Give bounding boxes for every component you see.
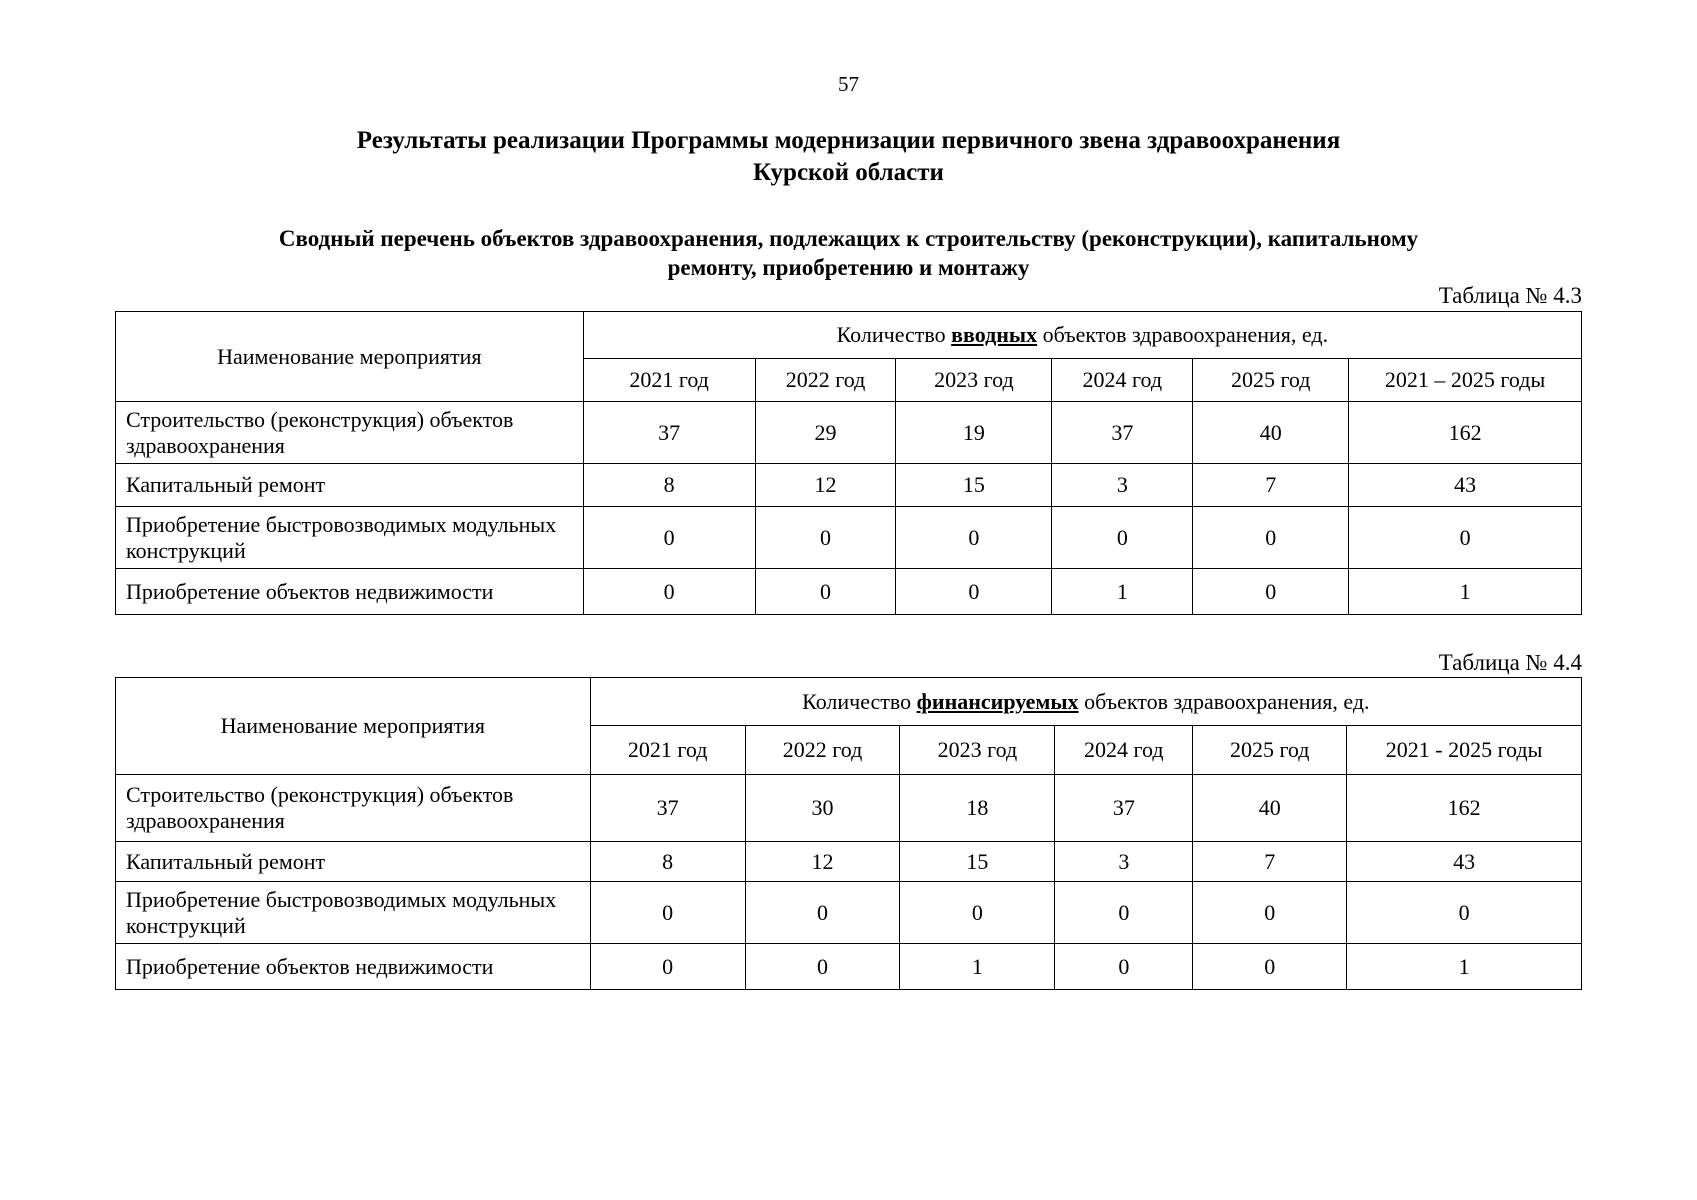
cell-value: 3 (1055, 842, 1193, 882)
year-header: 2024 год (1055, 726, 1193, 775)
cell-value: 43 (1347, 842, 1582, 882)
cell-value: 0 (1193, 882, 1347, 944)
year-header: 2025 год (1193, 726, 1347, 775)
cell-value: 18 (900, 775, 1055, 842)
cell-value: 0 (583, 569, 755, 615)
cell-value: 40 (1193, 402, 1349, 464)
cell-value: 0 (896, 569, 1052, 615)
cell-value: 12 (755, 464, 896, 507)
cell-value: 0 (1193, 507, 1349, 569)
group-header (590, 678, 1581, 726)
row-name: Капитальный ремонт (116, 842, 591, 882)
row-name: Строительство (реконструкция) объектов здравоохранения (116, 775, 591, 842)
table-row (116, 944, 1582, 990)
page-title (0, 125, 1697, 189)
subtitle-line-2: ремонту, приобретению и монтажу (667, 255, 1030, 280)
table-row (116, 569, 1582, 615)
table-row (116, 842, 1582, 882)
row-name: Приобретение объектов недвижимости (116, 944, 591, 990)
title-line-2: Курской области (753, 159, 944, 186)
cell-value: 0 (745, 882, 900, 944)
cell-value: 0 (896, 507, 1052, 569)
cell-value: 37 (583, 402, 755, 464)
cell-value: 1 (900, 944, 1055, 990)
cell-value: 0 (1349, 507, 1582, 569)
cell-value: 8 (590, 842, 745, 882)
row-name: Приобретение быстровозводимых модульных конструкций (116, 882, 591, 944)
cell-value: 19 (896, 402, 1052, 464)
cell-value: 162 (1347, 775, 1582, 842)
table-row (116, 775, 1582, 842)
cell-value: 40 (1193, 775, 1347, 842)
cell-value: 1 (1347, 944, 1582, 990)
table-row (116, 402, 1582, 464)
cell-value: 0 (590, 882, 745, 944)
column-header-name: Наименование мероприятия (116, 678, 591, 775)
cell-value: 0 (1055, 944, 1193, 990)
year-header: 2024 год (1052, 359, 1193, 402)
cell-value: 15 (896, 464, 1052, 507)
cell-value: 0 (755, 569, 896, 615)
year-header: 2023 год (900, 726, 1055, 775)
subtitle-line-1: Сводный перечень объектов здравоохранения, подлежащих к строительству (реконструкции), капитальному (278, 226, 1419, 251)
cell-value: 43 (1349, 464, 1582, 507)
group-header-post: объектов здравоохранения, ед. (1078, 688, 1370, 714)
cell-value: 0 (900, 882, 1055, 944)
table-4-4-caption: Таблица № 4.4 (1438, 650, 1582, 675)
row-name: Капитальный ремонт (116, 464, 584, 507)
year-header: 2021 год (583, 359, 755, 402)
year-header: 2025 год (1193, 359, 1349, 402)
cell-value: 37 (590, 775, 745, 842)
year-header: 2023 год (896, 359, 1052, 402)
cell-value: 1 (1349, 569, 1582, 615)
cell-value: 0 (583, 507, 755, 569)
row-name: Приобретение быстровозводимых модульных конструкций (116, 507, 584, 569)
table-4-3-caption: Таблица № 4.3 (1438, 283, 1582, 308)
table-row (116, 882, 1582, 944)
year-header: 2021 год (590, 726, 745, 775)
group-header-emphasis: вводных (951, 322, 1038, 347)
group-header-emphasis: финансируемых (916, 688, 1079, 714)
cell-value: 15 (900, 842, 1055, 882)
cell-value: 3 (1052, 464, 1193, 507)
group-header-post: объектов здравоохранения, ед. (1037, 322, 1329, 347)
cell-value: 0 (745, 944, 900, 990)
cell-value: 7 (1193, 464, 1349, 507)
row-name: Строительство (реконструкция) объектов здравоохранения (116, 402, 584, 464)
group-header (583, 312, 1581, 359)
cell-value: 37 (1055, 775, 1193, 842)
cell-value: 162 (1349, 402, 1582, 464)
page-number: 57 (838, 72, 859, 96)
cell-value: 12 (745, 842, 900, 882)
year-header: 2022 год (755, 359, 896, 402)
year-header: 2021 - 2025 годы (1347, 726, 1582, 775)
row-name: Приобретение объектов недвижимости (116, 569, 584, 615)
table-4-3 (115, 311, 1582, 615)
table-4-4 (115, 677, 1582, 990)
cell-value: 0 (590, 944, 745, 990)
cell-value: 0 (755, 507, 896, 569)
cell-value: 1 (1052, 569, 1193, 615)
cell-value: 37 (1052, 402, 1193, 464)
cell-value: 29 (755, 402, 896, 464)
table-row (116, 507, 1582, 569)
table-row (116, 464, 1582, 507)
cell-value: 30 (745, 775, 900, 842)
cell-value: 8 (583, 464, 755, 507)
year-header: 2021 – 2025 годы (1349, 359, 1582, 402)
group-header-pre: Количество (836, 322, 952, 347)
year-header: 2022 год (745, 726, 900, 775)
title-line-1: Результаты реализации Программы модернизации первичного звена здравоохранения (356, 127, 1341, 154)
subtitle (100, 224, 1597, 282)
cell-value: 0 (1193, 569, 1349, 615)
cell-value: 0 (1055, 882, 1193, 944)
cell-value: 0 (1052, 507, 1193, 569)
group-header-pre: Количество (802, 688, 917, 714)
column-header-name: Наименование мероприятия (116, 312, 584, 402)
cell-value: 0 (1193, 944, 1347, 990)
cell-value: 7 (1193, 842, 1347, 882)
cell-value: 0 (1347, 882, 1582, 944)
